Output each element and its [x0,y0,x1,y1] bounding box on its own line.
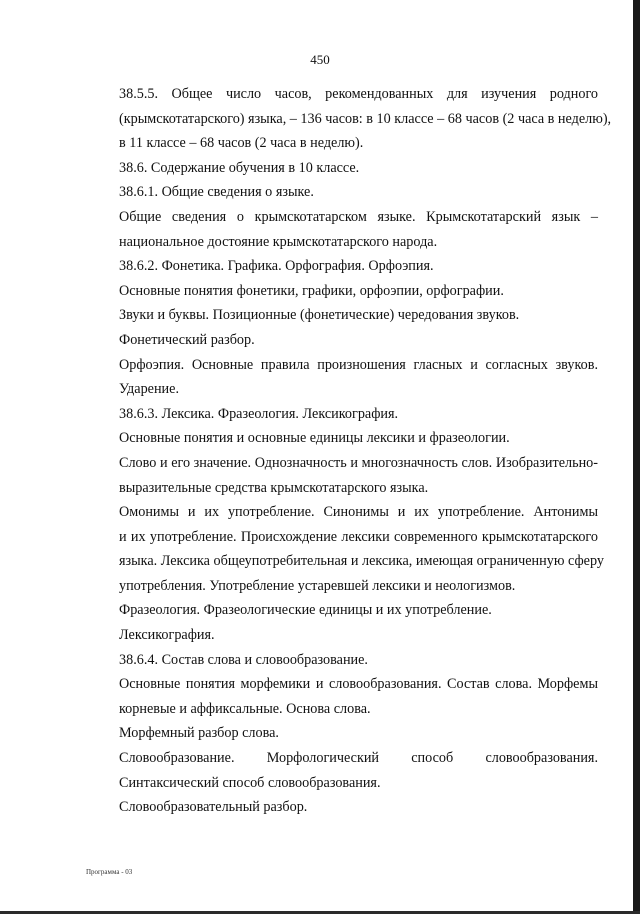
text-line: Морфемный разбор слова. [119,725,279,742]
text-line: выразительные средства крымскотатарского языка. [119,479,429,496]
text-line: употребления. Употребление устаревшей лексики и неологизмов. [119,577,516,594]
text-line: Общие сведения о крымскотатарском языке. Крымскотатарский язык – [119,208,598,225]
text-line: Основные понятия морфемики и словообразования. Состав слова. Морфемы [119,676,598,693]
paragraph [82,451,598,500]
text-line: 38.6.4. Состав слова и словообразование. [119,651,368,668]
text-line: Основные понятия фонетики, графики, орфоэпии, орфографии. [119,282,504,299]
paragraph [82,279,598,304]
text-line: (крымскотатарского) языка, – 136 часов: в 10 классе – 68 часов (2 часа в неделю), [119,110,612,127]
document-body [82,82,612,820]
paragraph [82,500,604,598]
paragraph [82,328,598,353]
text-line: языка. Лексика общеупотребительная и лексика, имеющая ограниченную сферу [119,553,604,570]
text-line: Фразеология. Фразеологические единицы и их употребление. [119,602,492,619]
text-line: 38.6.2. Фонетика. Графика. Орфография. Орфоэпия. [119,258,434,275]
paragraph [82,746,598,795]
paragraph [82,623,598,648]
paragraph [82,180,598,205]
paragraph [82,82,612,156]
text-line: Синтаксический способ словообразования. [119,774,381,791]
text-line: Звуки и буквы. Позиционные (фонетические) чередования звуков. [119,307,520,324]
paragraph [82,598,598,623]
text-line: Лексикография. [119,627,215,644]
text-line: Омонимы и их употребление. Синонимы и их употребление. Антонимы [119,504,598,521]
text-line: 38.6.3. Лексика. Фразеология. Лексикография. [119,405,399,422]
paragraph [82,721,598,746]
scan-edge-right [633,0,640,914]
paragraph [82,205,598,254]
paragraph [82,303,598,328]
footer-label: Программа - 03 [86,868,133,876]
text-line: и их употребление. Происхождение лексики современного крымскотатарского [119,528,598,545]
paragraph [82,426,598,451]
paragraph [82,156,598,181]
page-number: 450 [310,52,330,67]
text-line: 38.6. Содержание обучения в 10 классе. [119,159,360,176]
text-line: национальное достояние крымскотатарского народа. [119,233,438,250]
paragraph [82,795,598,820]
text-line: корневые и аффиксальные. Основа слова. [119,700,371,717]
paragraph [82,254,598,279]
text-line: Фонетический разбор. [119,331,255,348]
text-line: Словообразовательный разбор. [119,799,308,816]
text-line: Ударение. [119,381,179,398]
text-line: Основные понятия и основные единицы лексики и фразеологии. [119,430,510,447]
text-line: Орфоэпия. Основные правила произношения гласных и согласных звуков. [119,356,598,373]
text-line: Словообразование. Морфологический способ словообразования. [119,750,598,767]
text-line: Слово и его значение. Однозначность и многозначность слов. Изобразительно- [119,454,598,471]
text-line: 38.6.1. Общие сведения о языке. [119,184,314,201]
text-line: 38.5.5. Общее число часов, рекомендованных для изучения родного [119,86,598,102]
paragraph [82,648,598,673]
paragraph [82,402,598,427]
text-line: в 11 классе – 68 часов (2 часа в неделю). [119,135,364,152]
paragraph [82,672,598,721]
paragraph [82,353,598,402]
